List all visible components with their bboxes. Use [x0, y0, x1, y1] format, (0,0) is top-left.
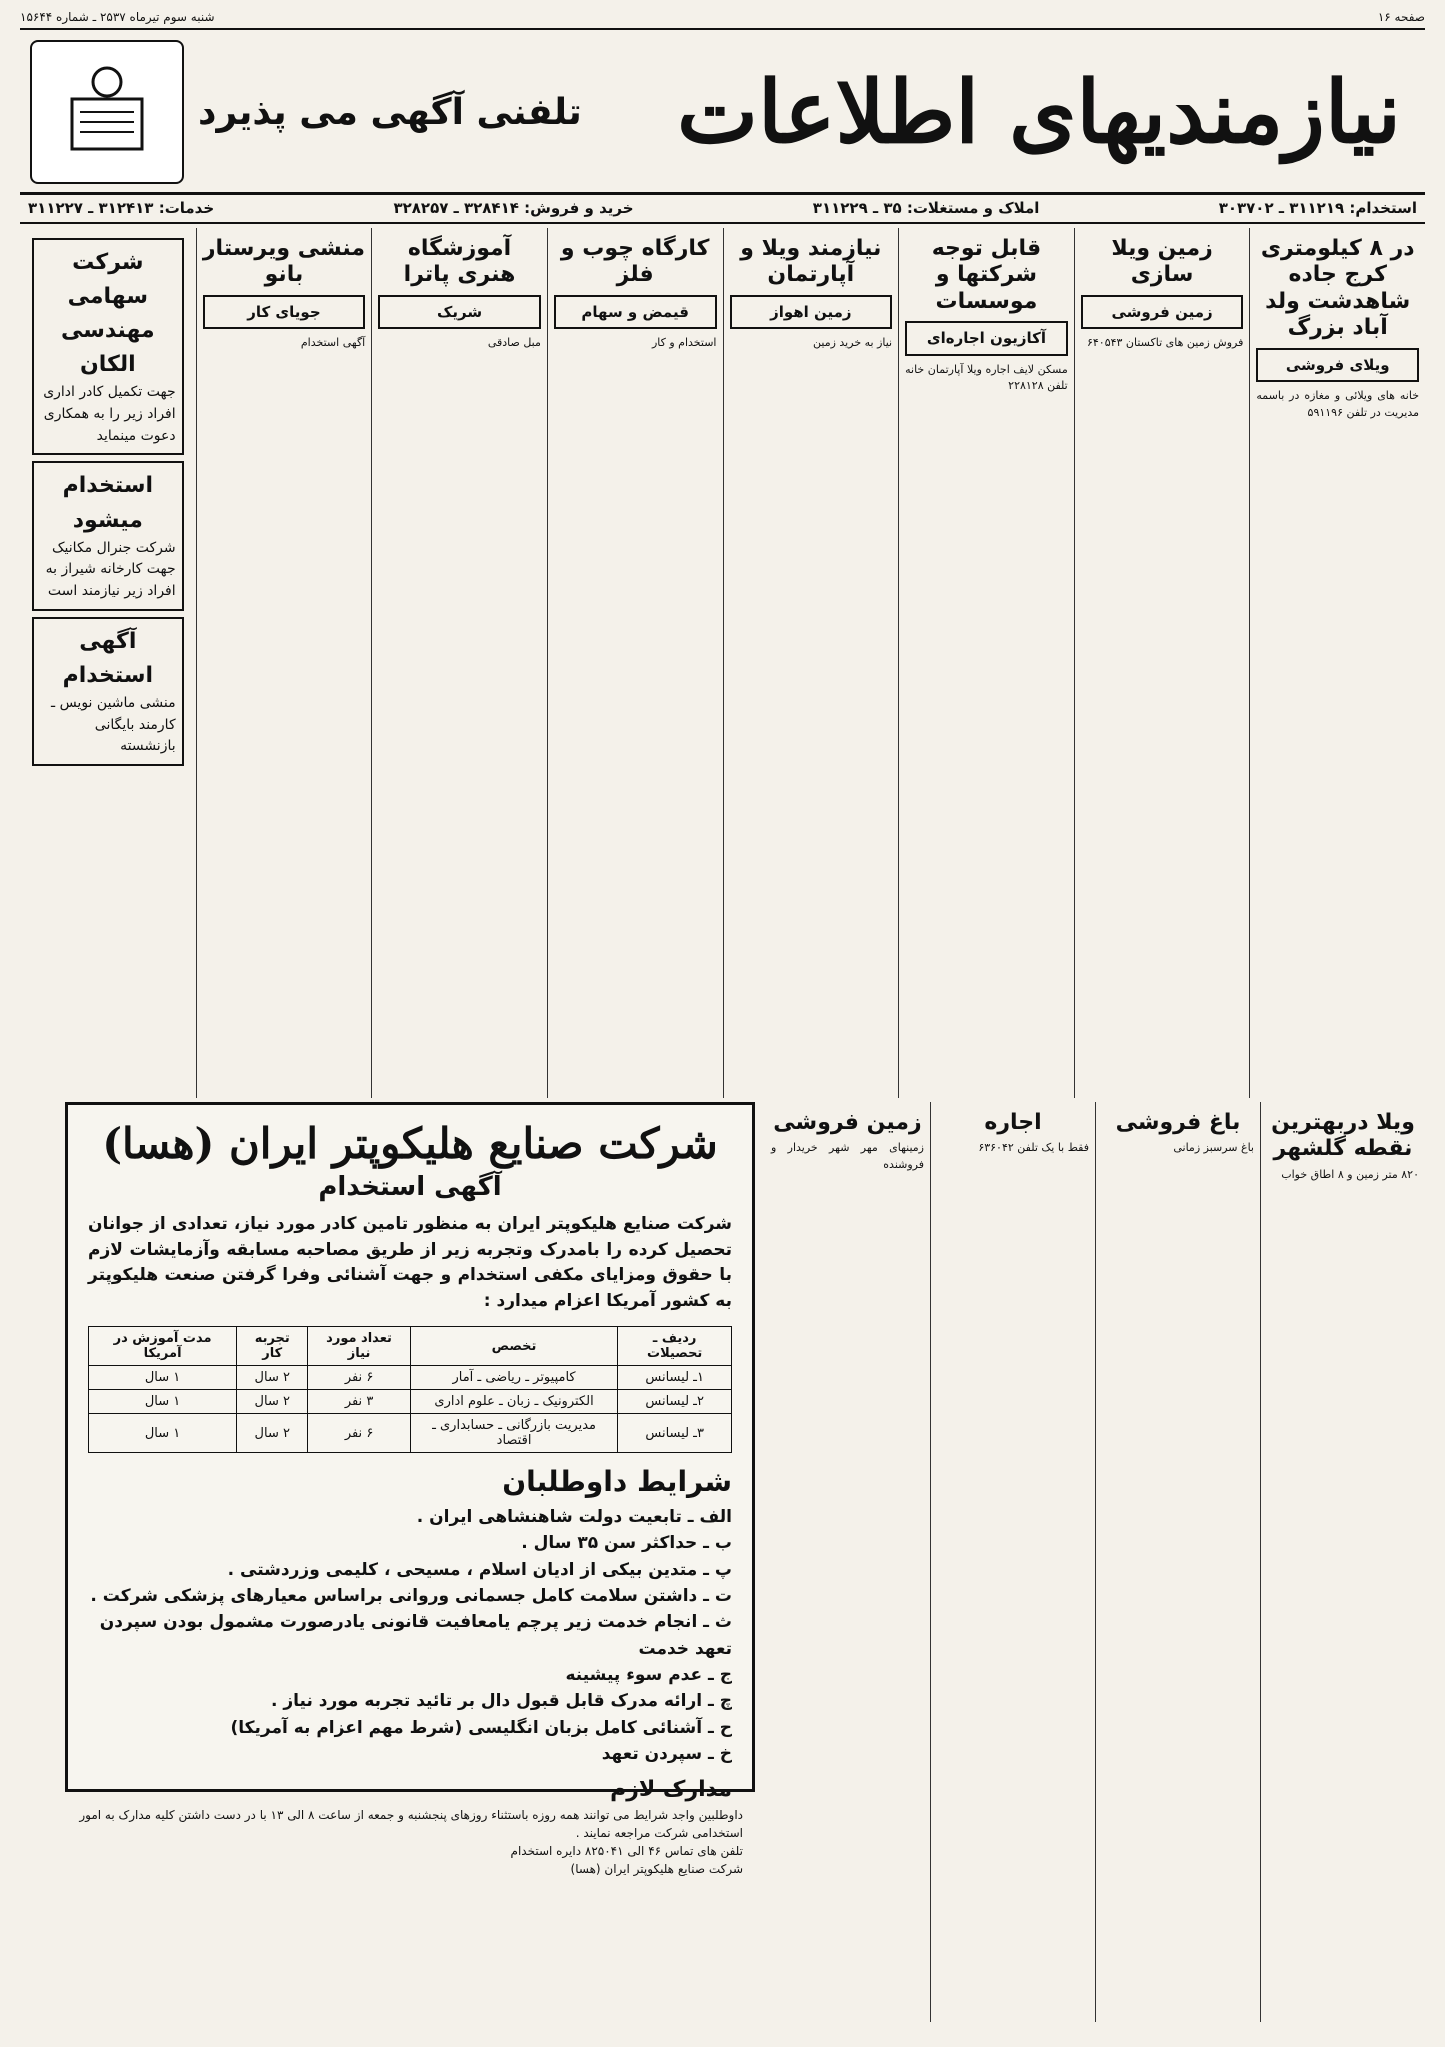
list-item: خ ـ سپردن تعهد — [601, 1744, 732, 1765]
list-item: چ ـ ارائه مدرک قابل قبول دال بر تائید تجربه مورد نیاز . — [270, 1691, 732, 1712]
column-text: نیاز به خرید زمین — [813, 336, 893, 350]
phone-employment: استخدام: ۳۱۱۲۱۹ ـ ۳۰۳۷۰۲ — [1218, 199, 1417, 217]
reader-drawing-icon — [52, 57, 162, 167]
column-boxed-heading: جویای کار — [203, 295, 366, 330]
table-row — [89, 1366, 732, 1390]
column-text: فقط با یک تلفن ۶۳۶۰۴۲ — [978, 1141, 1089, 1155]
column-boxed-heading: زمین فروشی — [1081, 295, 1244, 330]
classified-column — [930, 1102, 1095, 2022]
list-item: ح ـ آشنائی کامل بزبان انگلیسی (شرط مهم اعزام به آمریکا) — [230, 1717, 732, 1738]
table-row — [89, 1390, 732, 1414]
hesa-subtitle: آگهی استخدام — [318, 1172, 502, 1202]
list-item: ت ـ داشتن سلامت کامل جسمانی وروانی براساس معیارهای پزشکی شرکت . — [90, 1586, 732, 1607]
column-heading: کارگاه چوب و فلز — [560, 236, 710, 288]
column-text: فروش زمین های تاکستان ۶۴۰۵۴۳ — [1086, 336, 1244, 350]
side-ad-title: شرکت سهامی مهندسی الکان — [60, 250, 155, 378]
list-item: ث ـ انجام خدمت زیر پرچم یامعافیت قانونی یادرصورت مشمول بودن سپردن تعهد خدمت — [99, 1612, 732, 1659]
column-text: مسکن لایف اجاره ویلا آپارتمان خانه تلفن ۲۲۸۱۲۸ — [905, 362, 1068, 393]
hesa-contact: تلفن های تماس ۴۶ الی ۸۲۵۰۴۱ دایره استخدام — [510, 1844, 743, 1858]
table-cell: ۳ نفر — [308, 1390, 410, 1414]
list-item: ج ـ عدم سوء پیشینه — [565, 1665, 732, 1686]
column-text: استخدام و کار — [651, 336, 717, 350]
classified-column — [1074, 228, 1250, 1098]
classified-column — [898, 228, 1074, 1098]
conditions-title: شرایط داوطلبان — [502, 1465, 732, 1498]
list-item: ب ـ حداکثر سن ۳۵ سال . — [521, 1533, 732, 1554]
table-header: مدت آموزش در آمریکا — [89, 1327, 237, 1366]
hesa-intro: شرکت صنایع هلیکوپتر ایران به منظور تامین کادر مورد نیاز، تعدادی از جوانان تحصیل کرده را بامدرک وتجربه زیر از طریق مصاحبه مسابقه وآزمایشات لازم با حقوق ومزایای مکفی استخدام و جهت آشنائی وفرا گرفتن صنعت هلیکوپتر به کشور آمریکا اعزام میدارد : — [88, 1214, 732, 1311]
column-heading: در ۸ کیلومتری کرج جاده شاهدشت ولد آباد بزرگ — [1260, 236, 1415, 341]
table-header-row — [89, 1327, 732, 1366]
column-heading: نیازمند ویلا و آپارتمان — [740, 236, 882, 288]
side-ads-column — [20, 228, 196, 1098]
classified-column — [723, 228, 899, 1098]
side-ad — [32, 461, 184, 610]
column-text: مبل صادقی — [487, 336, 541, 350]
classified-column — [765, 1102, 930, 2022]
column-heading: اجاره — [984, 1110, 1042, 1135]
hesa-requirements-table — [88, 1326, 732, 1453]
classified-column — [547, 228, 723, 1098]
classified-columns — [20, 228, 1425, 1098]
column-heading: زمین ویلا سازی — [1111, 236, 1213, 288]
column-text: خانه های ویلائی و مغازه در باسمه مدیریت در تلفن ۵۹۱۱۹۶ — [1256, 389, 1419, 419]
list-item: پ ـ متدین بیکی از ادیان اسلام ، مسیحی ، کلیمی وزردشتی . — [227, 1559, 732, 1580]
hesa-footer — [65, 1800, 755, 2030]
table-cell: ۲ سال — [237, 1414, 308, 1453]
column-boxed-heading: ویلای فروشی — [1256, 348, 1419, 383]
column-heading: قابل توجه شرکتها و موسسات — [931, 236, 1042, 314]
list-item: الف ـ تابعیت دولت شاهنشاهی ایران . — [416, 1507, 732, 1527]
side-ad-title: آگهی استخدام — [62, 628, 153, 688]
phone-services: خدمات: ۳۱۲۴۱۳ ـ ۳۱۱۲۲۷ — [28, 199, 215, 217]
column-heading: آموزشگاه هنری پاترا — [403, 236, 516, 288]
masthead — [20, 32, 1425, 195]
newspaper-reader-icon — [30, 40, 184, 184]
side-ad — [32, 617, 184, 766]
table-cell: ۱ سال — [89, 1390, 237, 1414]
conditions-list — [88, 1504, 732, 1767]
side-ad-text: جهت تکمیل کادر اداری افراد زیر را به همکاری دعوت مینماید — [43, 384, 176, 444]
side-ad-text: منشی ماشین نویس ـ کارمند بایگانی بازنشسته — [51, 694, 176, 755]
column-heading: منشی ویرستار بانو — [202, 236, 365, 288]
masthead-title: نیازمندیهای اطلاعات — [677, 61, 1401, 163]
column-text: باغ سرسبز زمانی — [1173, 1141, 1254, 1155]
table-cell: الکترونیک ـ زبان ـ علوم اداری — [410, 1390, 618, 1414]
table-header: تجربه کار — [237, 1327, 308, 1366]
classified-column — [1249, 228, 1425, 1098]
column-boxed-heading: آکازیون اجاره‌ای — [905, 321, 1068, 356]
hesa-employment-ad — [65, 1102, 755, 1803]
column-text: آگهی استخدام — [300, 336, 366, 350]
hesa-footer-text: داوطلبین واجد شرایط می توانند همه روزه باستثناء روزهای پنجشنبه و جمعه از ساعت ۸ الی ۱۳ با در دست داشتن کلیه مدارک به امور استخدامی شرکت مراجعه نمایند . — [79, 1808, 743, 1840]
table-cell: ۲ـ لیسانس — [618, 1390, 732, 1414]
phone-real-estate: املاک و مستغلات: ۳۵ ـ ۳۱۱۲۲۹ — [812, 199, 1040, 217]
table-header: تعداد مورد نیاز — [308, 1327, 410, 1366]
table-cell: ۳ـ لیسانس — [618, 1414, 732, 1453]
table-cell: ۱ـ لیسانس — [618, 1366, 732, 1390]
table-header: ردیف ـ تحصیلات — [618, 1327, 732, 1366]
hesa-title: شرکت صنایع هلیکوپتر ایران (هسا) — [102, 1119, 718, 1168]
classified-column — [1260, 1102, 1425, 2022]
page-top-line — [20, 6, 1425, 30]
column-text: ۸۲۰ متر زمین و ۸ اطاق خواب — [1281, 1167, 1419, 1181]
documents-heading: مدارک لازم — [610, 1777, 732, 1803]
side-ad-text: شرکت جنرال مکانیک جهت کارخانه شیراز به افراد زیر نیازمند است — [45, 539, 176, 599]
column-heading: باغ فروشی — [1115, 1110, 1241, 1135]
phone-bar — [20, 194, 1425, 224]
classified-column — [1095, 1102, 1260, 2022]
table-cell: ۲ سال — [237, 1366, 308, 1390]
side-ad — [32, 238, 184, 455]
table-cell: ۱ سال — [89, 1414, 237, 1453]
column-heading: زمین فروشی — [773, 1110, 922, 1135]
column-text: زمینهای مهر شهر خریدار و فروشنده — [771, 1141, 924, 1171]
table-row — [89, 1414, 732, 1453]
table-cell: ۲ سال — [237, 1390, 308, 1414]
table-cell: مدیریت بازرگانی ـ حسابداری ـ اقتصاد — [410, 1414, 618, 1453]
table-cell: کامپیوتر ـ ریاضی ـ آمار — [410, 1366, 618, 1390]
table-header: تخصص — [410, 1327, 618, 1366]
phone-trade: خرید و فروش: ۳۲۸۴۱۴ ـ ۳۲۸۲۵۷ — [393, 199, 634, 217]
column-heading: ویلا دربهترین نقطه گلشهر — [1271, 1110, 1415, 1162]
side-ad-title: استخدام میشود — [62, 473, 153, 533]
column-boxed-heading: شریک — [378, 295, 541, 330]
hesa-signature: شرکت صنایع هلیکوپتر ایران (هسا) — [570, 1862, 743, 1876]
classified-column — [371, 228, 547, 1098]
table-cell: ۱ سال — [89, 1366, 237, 1390]
table-cell: ۶ نفر — [308, 1414, 410, 1453]
masthead-subtitle: تلفنی آگهی می پذیرد — [198, 91, 582, 133]
classified-column — [196, 228, 372, 1098]
column-boxed-heading: قیمض و سهام — [554, 295, 717, 330]
lower-classifieds — [765, 1102, 1425, 2022]
page-number: صفحه ۱۶ — [1377, 10, 1425, 24]
issue-date: شنبه سوم تیرماه ۲۵۳۷ ـ شماره ۱۵۶۴۴ — [20, 10, 215, 24]
table-cell: ۶ نفر — [308, 1366, 410, 1390]
column-boxed-heading: زمین اهواز — [730, 295, 893, 330]
